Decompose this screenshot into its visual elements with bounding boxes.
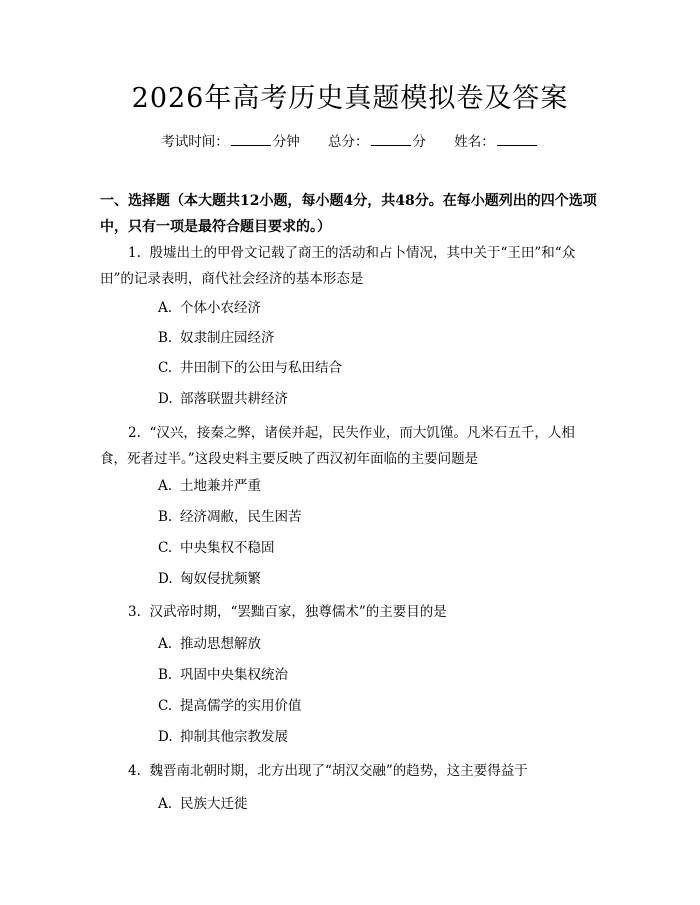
- question-number: 3.: [128, 604, 141, 620]
- exam-title: 2026年高考历史真题模拟卷及答案: [131, 83, 569, 114]
- option-text: 抑制其他宗教发展: [180, 729, 288, 745]
- time-field: [161, 132, 300, 152]
- question-2-option-a[interactable]: [158, 476, 261, 496]
- option-text: 个体小农经济: [180, 300, 261, 316]
- question-2-option-b[interactable]: [158, 507, 302, 527]
- option-letter: A.: [158, 300, 173, 316]
- option-text: 部落联盟共耕经济: [180, 391, 288, 407]
- question-1-option-c[interactable]: [158, 358, 342, 378]
- option-text: 井田制下的公田与私田结合: [180, 360, 342, 376]
- question-1-option-b[interactable]: [158, 328, 275, 348]
- name-field: [454, 132, 539, 152]
- option-text: 匈奴侵扰频繁: [180, 571, 261, 587]
- option-letter: C.: [158, 360, 173, 376]
- name-label: 姓名：: [454, 134, 495, 150]
- option-letter: D.: [158, 571, 173, 587]
- section-heading: 一、选择题（本大题共12小题，每小题4分，共48分。在每小题列出的四个选项中，只有一项是最符合题目要求的。）: [100, 193, 597, 235]
- question-number: 2.: [128, 425, 141, 441]
- question-3: [100, 599, 600, 625]
- question-2-option-c[interactable]: [158, 538, 275, 558]
- question-stem: [100, 599, 600, 625]
- question-number: 4.: [128, 763, 141, 779]
- option-text: 民族大迁徙: [180, 796, 248, 812]
- score-label: 总分：: [328, 134, 369, 150]
- question-3-option-d[interactable]: [158, 727, 288, 747]
- question-stem: [100, 758, 600, 784]
- name-blank: [497, 133, 537, 146]
- question-text: “汉兴，接秦之弊，诸侯并起，民失作业，而大饥馑。凡米石五千，人相食，死者过半。”这段史料主要反映了西汉初年面临的主要问题是: [100, 425, 575, 467]
- question-1: [100, 240, 600, 292]
- question-1-option-d[interactable]: [158, 389, 288, 409]
- time-label: 考试时间：: [161, 134, 229, 150]
- score-unit: 分: [412, 134, 426, 150]
- option-text: 提高儒学的实用价值: [180, 698, 302, 714]
- option-letter: D.: [158, 391, 173, 407]
- option-letter: B.: [158, 509, 173, 525]
- time-blank: [231, 133, 271, 146]
- question-2-option-d[interactable]: [158, 569, 261, 589]
- question-3-option-b[interactable]: [158, 665, 288, 685]
- question-stem: [100, 240, 600, 292]
- question-text: 殷墟出土的甲骨文记载了商王的活动和占卜情况，其中关于“王田”和“众田”的记录表明，商代社会经济的基本形态是: [100, 245, 576, 287]
- time-unit: 分钟: [272, 134, 300, 150]
- question-stem: [100, 420, 600, 472]
- question-1-option-a[interactable]: [158, 298, 261, 318]
- option-letter: C.: [158, 698, 173, 714]
- option-text: 经济凋敝，民生困苦: [180, 509, 302, 525]
- option-letter: C.: [158, 540, 173, 556]
- option-letter: B.: [158, 667, 173, 683]
- option-letter: A.: [158, 478, 173, 494]
- question-number: 1.: [128, 245, 141, 261]
- option-text: 推动思想解放: [180, 636, 261, 652]
- option-text: 土地兼并严重: [180, 478, 261, 494]
- option-letter: A.: [158, 796, 173, 812]
- option-letter: D.: [158, 729, 173, 745]
- option-text: 中央集权不稳固: [180, 540, 275, 556]
- question-2: [100, 420, 600, 472]
- question-3-option-a[interactable]: [158, 634, 261, 654]
- score-field: [328, 132, 426, 152]
- question-3-option-c[interactable]: [158, 696, 302, 716]
- question-4: [100, 758, 600, 784]
- question-4-option-a[interactable]: [158, 794, 248, 814]
- question-text: 魏晋南北朝时期，北方出现了“胡汉交融”的趋势，这主要得益于: [149, 763, 528, 779]
- question-text: 汉武帝时期，“罢黜百家，独尊儒术”的主要目的是: [149, 604, 447, 620]
- option-text: 奴隶制庄园经济: [180, 330, 275, 346]
- option-text: 巩固中央集权统治: [180, 667, 288, 683]
- option-letter: B.: [158, 330, 173, 346]
- option-letter: A.: [158, 636, 173, 652]
- score-blank: [371, 133, 411, 146]
- exam-meta: [0, 132, 700, 152]
